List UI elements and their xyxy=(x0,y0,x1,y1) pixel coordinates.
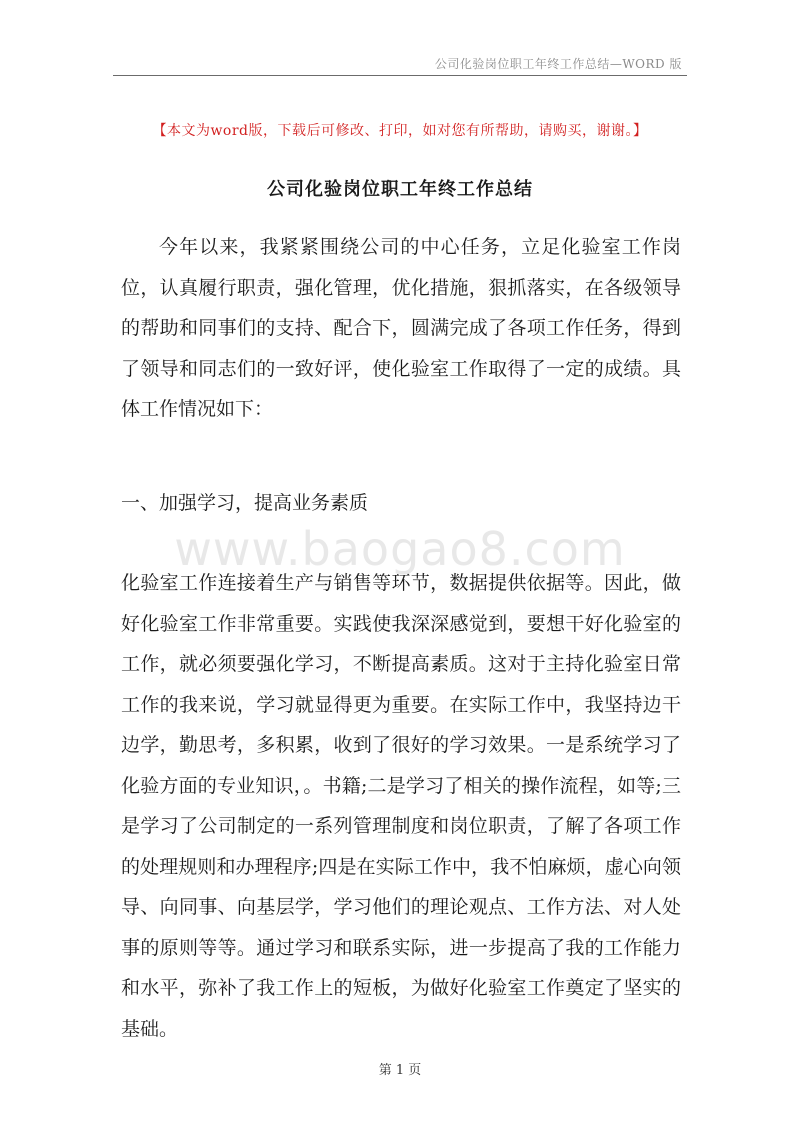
header-divider xyxy=(113,75,687,76)
document-title: 公司化验岗位职工年终工作总结 xyxy=(267,179,533,200)
section-heading-1: 一、加强学习，提高业务素质 xyxy=(121,492,369,514)
paragraph-section-1: 化验室工作连接着生产与销售等环节，数据提供依据等。因此，做好化验室工作非常重要。实践使我深深感觉到，要想干好化验室的工作，就必须要强化学习，不断提高素质。这对于主持化验室日常工作的我来说，学习就显得更为重要。在实际工作中，我坚持边干边学，勤思考，多积累，收到了很好的学习效果。一是系统学习了化验方面的专业知识，。书籍;二是学习了相关的操作流程，如等;三是学习了公司制定的一系列管理制度和岗位职责，了解了各项工作的处理规则和办理程序;四是在实际工作中，我不怕麻烦，虚心向领导、向同事、向基层学，学习他们的理论观点、工作方法、对人处事的原则等等。通过学习和联系实际，进一步提高了我的工作能力和水平，弥补了我工作上的短板，为做好化验室工作奠定了坚实的基础。 xyxy=(121,572,681,1040)
paragraph-intro: 今年以来，我紧紧围绕公司的中心任务，立足化验室工作岗位，认真履行职责，强化管理，优化措施，狠抓落实，在各级领导的帮助和同事们的支持、配合下，圆满完成了各项工作任务，得到了领导和同志们的一致好评，使化验室工作取得了一定的成绩。具体工作情况如下： xyxy=(121,236,681,420)
purchase-notice: 【本文为word版，下载后可修改、打印，如对您有所帮助，请购买，谢谢。】 xyxy=(152,123,648,139)
page-number: 第 1 页 xyxy=(378,1063,422,1078)
running-header: 公司化验岗位职工年终工作总结—WORD 版 xyxy=(434,57,682,71)
watermark: www.baogao8.com xyxy=(174,522,626,576)
